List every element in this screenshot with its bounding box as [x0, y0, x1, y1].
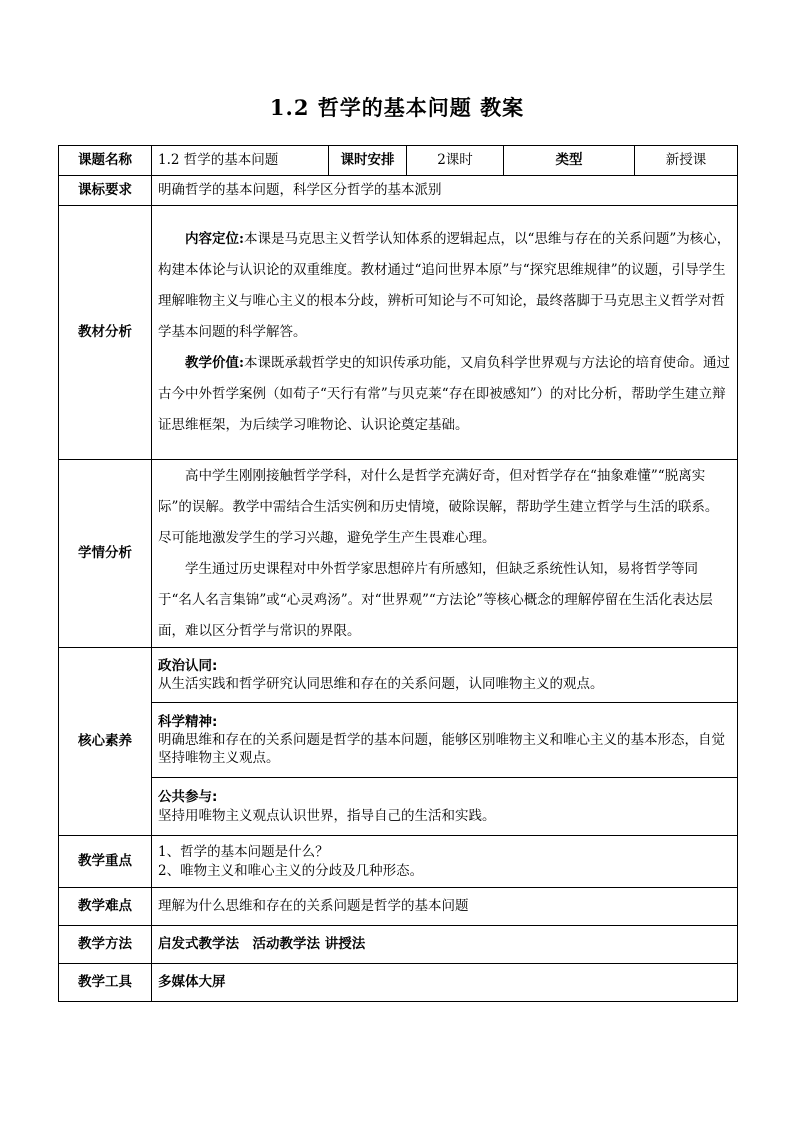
lesson-plan-table: [58, 145, 738, 1002]
literacy-heading: 公共参与:: [158, 789, 218, 806]
tools-text: 多媒体大屏: [152, 964, 738, 1002]
difficulty-text: 理解为什么思维和存在的关系问题是哲学的基本问题: [152, 888, 738, 926]
row-topic: [59, 146, 738, 176]
label-type: 类型: [504, 146, 635, 176]
topic-value: 1.2 哲学的基本问题: [152, 146, 329, 176]
literacy-text: 坚持用唯物主义观点认识世界，指导自己的生活和实践。: [158, 807, 496, 824]
textbook-p1-lead: 内容定位:: [185, 231, 244, 247]
textbook-paragraph-1: [158, 224, 731, 348]
learners-paragraph-2: 学生通过历史课程对中外哲学家思想碎片有所感知，但缺乏系统性认知，易将哲学等同于“名人名言集锦”或“心灵鸡汤”。对“世界观”“方法论”等核心概念的理解停留在生活化表达层面，难以区分哲学与常识的界限。: [158, 560, 713, 639]
textbook-paragraph-2: [158, 348, 731, 441]
row-learners: [59, 460, 738, 648]
type-value: 新授课: [635, 146, 738, 176]
row-textbook: [59, 206, 738, 460]
row-standard: [59, 176, 738, 206]
key-point-item: 2、唯物主义和唯心主义的分歧及几种形态。: [158, 862, 424, 879]
label-tools: 教学工具: [59, 964, 152, 1002]
methods-text: 启发式教学法 活动教学法 讲授法: [152, 926, 738, 964]
textbook-p1-text: 本课是马克思主义哲学认知体系的逻辑起点，以“思维与存在的关系问题”为核心，构建本体论与认识论的双重维度。教材通过“追问世界本原”与“探究思维规律”的议题，引导学生理解唯物主义与唯心主义的根本分歧，辨析可知论与不可知论，最终落脚于马克思主义哲学对哲学基本问题的科学解答。: [158, 231, 731, 340]
literacy-text: 从生活实践和哲学研究认同思维和存在的关系问题，认同唯物主义的观点。: [158, 676, 604, 692]
label-topic: 课题名称: [59, 146, 152, 176]
row-methods: [59, 926, 738, 964]
row-key-points: [59, 836, 738, 888]
row-literacy-3: [59, 778, 738, 836]
row-difficulty: [59, 888, 738, 926]
row-literacy-2: [59, 703, 738, 778]
key-point-item: 1、哲学的基本问题是什么？: [158, 844, 329, 861]
label-methods: 教学方法: [59, 926, 152, 964]
row-tools: [59, 964, 738, 1002]
textbook-p2-text: 本课既承载哲学史的知识传承功能，又肩负科学世界观与方法论的培育使命。通过古今中外哲学案例（如荀子“天行有常”与贝克莱“存在即被感知”）的对比分析，帮助学生建立辩证思维框架，为后续学习唯物论、认识论奠定基础。: [158, 355, 730, 433]
key-points-content: [152, 836, 738, 888]
label-difficulty: 教学难点: [59, 888, 152, 926]
textbook-p2-lead: 教学价值:: [185, 355, 244, 371]
standard-text: 明确哲学的基本问题，科学区分哲学的基本派别: [152, 176, 738, 206]
textbook-content: [152, 206, 738, 460]
hours-value: 2课时: [407, 146, 504, 176]
learners-paragraph-1: 高中学生刚刚接触哲学学科，对什么是哲学充满好奇，但对哲学存在“抽象难懂”“脱离实际”的误解。教学中需结合生活实例和历史情境，破除误解，帮助学生建立哲学与生活的联系。尽可能地激发学生的学习兴趣，避免学生产生畏难心理。: [158, 467, 719, 546]
label-standard: 课标要求: [59, 176, 152, 206]
literacy-item: [152, 703, 738, 778]
literacy-item: [152, 648, 738, 703]
page-title: 1.2 哲学的基本问题 教案: [269, 95, 525, 120]
label-learners: 学情分析: [59, 460, 152, 648]
literacy-item: [152, 778, 738, 836]
label-literacy: 核心素养: [59, 648, 152, 836]
label-key-points: 教学重点: [59, 836, 152, 888]
label-textbook: 教材分析: [59, 206, 152, 460]
row-literacy-1: [59, 648, 738, 703]
literacy-heading: 科学精神:: [158, 713, 218, 730]
learners-content: [152, 460, 738, 648]
literacy-text: 明确思维和存在的关系问题是哲学的基本问题，能够区别唯物主义和唯心主义的基本形态，自觉坚持唯物主义观点。: [158, 731, 725, 767]
literacy-heading: 政治认同:: [158, 657, 218, 674]
label-hours: 课时安排: [329, 146, 407, 176]
